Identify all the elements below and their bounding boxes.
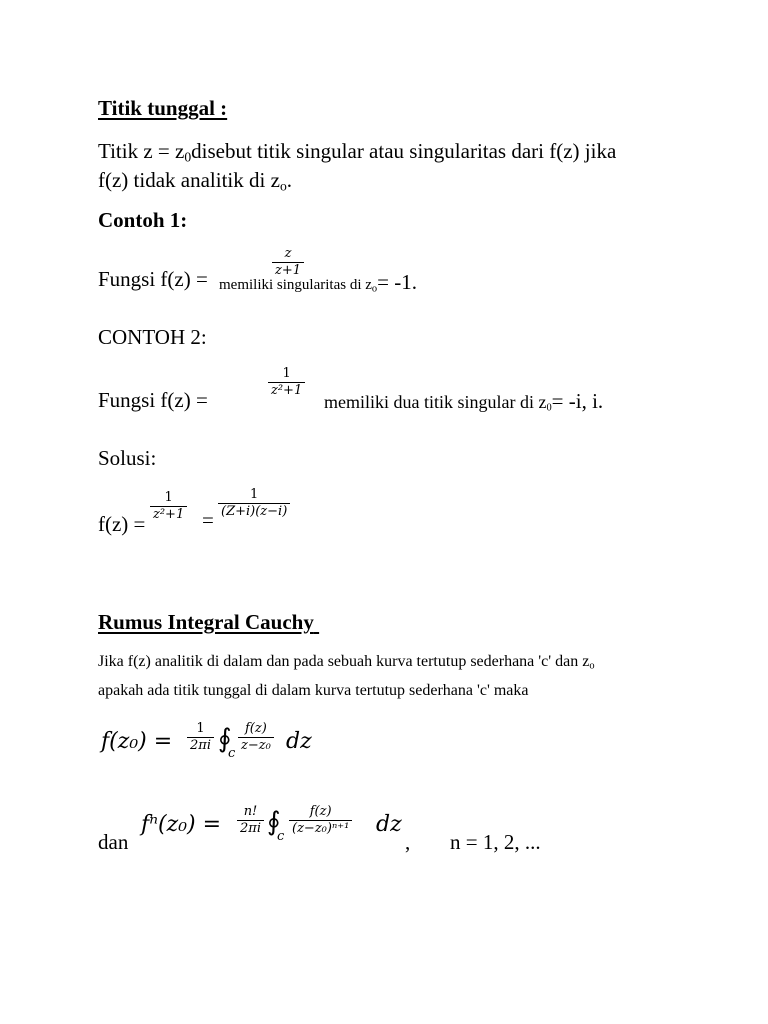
- contoh-2-rest-sub: 0: [546, 402, 552, 414]
- cauchy-text-line-1: [98, 653, 595, 672]
- heading-titik-tunggal: Titik tunggal :: [98, 96, 228, 120]
- formula-1-coef-num: 1: [196, 721, 205, 736]
- definition-text-a: Titik z = z: [98, 139, 185, 163]
- cauchy-text-line-2: apakah ada titik tunggal di dalam kurva tertutup sederhana 'c' maka: [98, 682, 529, 699]
- contoh-1-label: Contoh 1:: [98, 208, 188, 232]
- formula-1-integrand: [238, 721, 274, 754]
- solusi-lhs: f(z) =: [98, 512, 146, 536]
- solusi-label: Solusi:: [98, 446, 157, 470]
- definition-sub: 0: [184, 149, 192, 165]
- formula-2-n-values: n = 1, 2, ...: [450, 830, 541, 854]
- definition-text-b: disebut titik singular atau singularitas dari f(z) jika: [191, 139, 617, 163]
- contoh-2-rest-b: = -i, i.: [551, 389, 604, 413]
- cauchy-text-line1-a: Jika f(z) analitik di dalam dan pada sebuah kurva tertutup sederhana 'c' dan z: [98, 653, 590, 670]
- formula-1-contour: c: [228, 746, 236, 761]
- contoh-2-rest: [324, 389, 603, 414]
- contoh-2-label: CONTOH 2:: [98, 325, 207, 349]
- contoh-2-frac-num: 1: [282, 366, 291, 381]
- formula-2-comma: ,: [405, 830, 411, 854]
- formula-2-coef-num: n!: [243, 804, 258, 819]
- definition-line2-b: .: [286, 168, 293, 192]
- formula-2-dz: dz: [376, 812, 402, 837]
- formula-2-integrand: [289, 804, 352, 837]
- solusi-frac1-den: z²+1: [153, 507, 185, 522]
- formula-2-dan: dan: [98, 830, 129, 854]
- contoh-1-rest-a: memiliki singularitas di z: [219, 277, 372, 293]
- formula-1-int-den: z−z₀: [241, 738, 271, 753]
- solusi-fraction-2: [218, 487, 290, 520]
- contoh-1-frac-num: z: [284, 246, 292, 261]
- solusi-fraction-1: [150, 490, 187, 523]
- contoh-2-fraction: [268, 366, 305, 399]
- definition-line-2: [98, 168, 292, 194]
- definition-line2-a: f(z) tidak analitik di z: [98, 168, 280, 192]
- formula-1-coef: [187, 721, 214, 754]
- contoh-1-rest-sub: o: [371, 283, 378, 295]
- solusi-frac2-den: (Z+i)(z−i): [221, 504, 288, 519]
- formula-2-lhs: fⁿ(z₀) =: [141, 812, 222, 837]
- cauchy-text-line1-sub: o: [589, 660, 595, 672]
- contoh-1-fungsi: Fungsi f(z) =: [98, 267, 208, 291]
- contoh-2-rest-a: memiliki dua titik singular di z: [324, 392, 547, 412]
- contoh-1-frac-den: z+1: [275, 263, 302, 278]
- formula-1-lhs: f(z₀) =: [101, 729, 173, 754]
- solusi-frac1-num: 1: [164, 490, 173, 505]
- contour-integral-icon-2: ∮: [267, 807, 281, 837]
- solusi-frac2-num: 1: [250, 487, 259, 502]
- contoh-1-rest: [219, 270, 417, 295]
- contour-integral-icon: ∮: [218, 724, 232, 754]
- heading-underline-tail: [314, 610, 360, 635]
- formula-1-int-num: f(z): [245, 721, 267, 736]
- formula-1-coef-den: 2πi: [190, 738, 211, 753]
- heading-rumus-integral-cauchy: [98, 610, 360, 635]
- formula-2-contour: c: [277, 829, 285, 844]
- formula-2-int-den: (z−z₀)ⁿ⁺¹: [292, 821, 350, 836]
- contoh-1-rest-b: = -1.: [377, 270, 417, 294]
- definition-line2-sub: o: [279, 178, 287, 194]
- definition-line-1: [98, 139, 616, 165]
- contoh-2-fungsi: Fungsi f(z) =: [98, 388, 208, 412]
- formula-2-coef: [237, 804, 264, 837]
- formula-2-int-num: f(z): [309, 804, 332, 819]
- solusi-equals: =: [202, 508, 214, 532]
- formula-2-coef-den: 2πi: [240, 821, 261, 836]
- formula-1-dz: dz: [286, 729, 312, 754]
- contoh-2-frac-den: z²+1: [271, 383, 303, 398]
- heading-rumus-text: Rumus Integral Cauchy: [98, 610, 314, 634]
